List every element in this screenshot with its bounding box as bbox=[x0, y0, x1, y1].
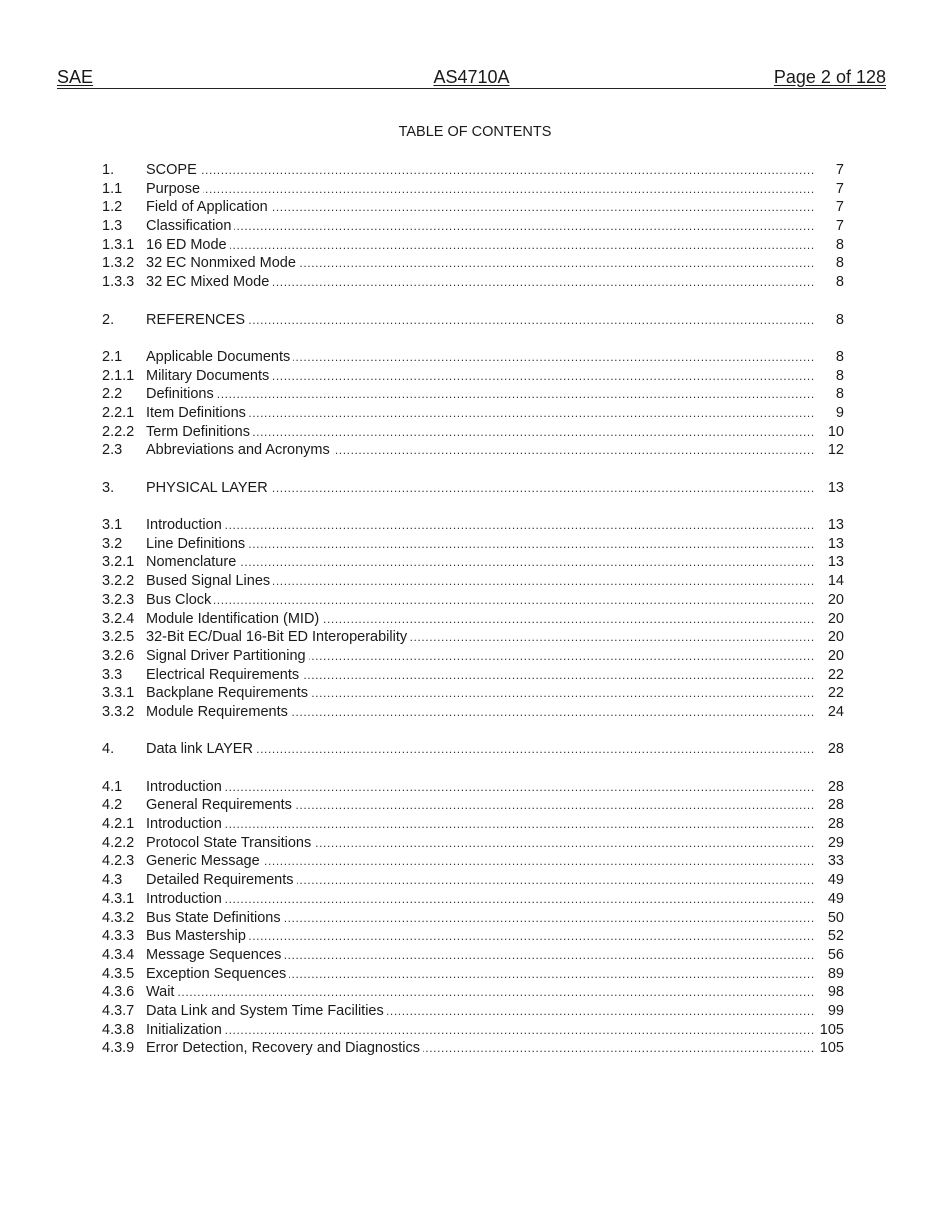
toc-entry-page: 13 bbox=[827, 554, 844, 571]
toc-entry-number: 2.1.1 bbox=[102, 367, 135, 384]
toc-entry-page: 13 bbox=[827, 517, 844, 534]
toc-entry-page: 8 bbox=[835, 274, 844, 291]
toc-entry-title: Bus State Definitions bbox=[146, 910, 284, 926]
toc-entry-title: Detailed Requirements bbox=[146, 872, 297, 888]
toc-title: TABLE OF CONTENTS bbox=[398, 124, 552, 140]
toc-entry-leader bbox=[146, 927, 814, 946]
toc-entry-leader bbox=[146, 161, 814, 180]
toc-entry-page: 20 bbox=[827, 647, 844, 664]
toc-entry-number: 1.3 bbox=[102, 218, 123, 235]
toc-entry-leader bbox=[146, 516, 814, 535]
toc-entry-number: 3.2.1 bbox=[102, 554, 135, 571]
toc-entry-page: 10 bbox=[827, 423, 844, 440]
toc-entry bbox=[102, 441, 844, 460]
toc-entry bbox=[102, 591, 844, 610]
toc-entry bbox=[102, 666, 844, 685]
toc-entry-number: 4.2.3 bbox=[102, 853, 135, 870]
toc-entry-number: 3.1 bbox=[102, 517, 123, 534]
header-organization: SAE bbox=[57, 67, 94, 87]
toc-entry-number: 4.3.6 bbox=[102, 984, 135, 1001]
toc-entry-leader bbox=[146, 815, 814, 834]
toc-entry-leader bbox=[146, 647, 814, 666]
toc-entry-leader bbox=[146, 385, 814, 404]
toc-entry-leader bbox=[146, 684, 814, 703]
toc-entry bbox=[102, 535, 844, 554]
toc-entry bbox=[102, 161, 844, 180]
toc-entry-leader bbox=[146, 441, 814, 460]
toc-entry bbox=[102, 852, 844, 871]
toc-entry-title: Abbreviations and Acronyms bbox=[146, 442, 333, 458]
toc-entry-number: 3. bbox=[102, 479, 115, 496]
toc-entry-title: REFERENCES bbox=[146, 312, 248, 328]
toc-group-spacer bbox=[102, 722, 844, 741]
toc-group-spacer bbox=[102, 460, 844, 479]
toc-entry-page: 28 bbox=[827, 778, 844, 795]
toc-entry bbox=[102, 740, 844, 759]
toc-entry-number: 4.3.5 bbox=[102, 965, 135, 982]
toc-entry-title: Protocol State Transitions bbox=[146, 835, 314, 851]
toc-entry-title: PHYSICAL LAYER bbox=[146, 480, 271, 496]
toc-entry-page: 8 bbox=[835, 367, 844, 384]
toc-entry-leader bbox=[146, 796, 814, 815]
toc-entry-page: 22 bbox=[827, 666, 844, 683]
toc-entry bbox=[102, 871, 844, 890]
toc-entry-number: 1.3.2 bbox=[102, 255, 135, 272]
toc-entry-leader bbox=[146, 628, 814, 647]
toc-entry bbox=[102, 909, 844, 928]
toc-entry-page: 50 bbox=[827, 909, 844, 926]
toc-entry-title: General Requirements bbox=[146, 797, 295, 813]
toc-entry-page: 98 bbox=[827, 984, 844, 1001]
toc-entry-number: 4.2.1 bbox=[102, 816, 135, 833]
toc-entry-title: Bus Mastership bbox=[146, 928, 249, 944]
toc-entry-number: 4. bbox=[102, 741, 115, 758]
toc-entry-leader bbox=[146, 946, 814, 965]
toc-entry-number: 2.2.2 bbox=[102, 423, 135, 440]
toc-entry bbox=[102, 946, 844, 965]
toc-entry-page: 99 bbox=[827, 1002, 844, 1019]
toc-entry-number: 2.1 bbox=[102, 348, 123, 365]
toc-entry bbox=[102, 367, 844, 386]
toc-entry-number: 1.2 bbox=[102, 199, 123, 216]
toc-entry-page: 28 bbox=[827, 797, 844, 814]
toc-entry bbox=[102, 1039, 844, 1058]
toc-entry-page: 8 bbox=[835, 311, 844, 328]
toc-entry-page: 52 bbox=[827, 928, 844, 945]
toc-entry-number: 2.2 bbox=[102, 386, 123, 403]
toc-entry-page: 33 bbox=[827, 853, 844, 870]
toc-entry-leader bbox=[146, 572, 814, 591]
toc-entry-number: 3.2 bbox=[102, 535, 123, 552]
toc-entry-page: 49 bbox=[827, 872, 844, 889]
header-document-number: AS4710A bbox=[433, 67, 510, 87]
toc-entry bbox=[102, 890, 844, 909]
toc-entry bbox=[102, 647, 844, 666]
toc-entry-title: Exception Sequences bbox=[146, 966, 289, 982]
toc-entry-page: 28 bbox=[827, 741, 844, 758]
toc-entry bbox=[102, 684, 844, 703]
toc-entry-page: 49 bbox=[827, 890, 844, 907]
page-header bbox=[57, 66, 886, 89]
toc-entry-page: 8 bbox=[835, 236, 844, 253]
toc-entry bbox=[102, 983, 844, 1002]
toc-entry bbox=[102, 273, 844, 292]
toc-entry-title: Introduction bbox=[146, 517, 225, 533]
toc-entry-title: SCOPE bbox=[146, 162, 200, 178]
toc-entry-title: 32 EC Nonmixed Mode bbox=[146, 255, 299, 271]
toc-entry bbox=[102, 180, 844, 199]
toc-entry-number: 4.1 bbox=[102, 778, 123, 795]
toc-entry bbox=[102, 254, 844, 273]
header-page-number: Page 2 of 128 bbox=[773, 67, 886, 87]
toc-entry-leader bbox=[146, 254, 814, 273]
toc-entry-number: 4.2 bbox=[102, 797, 123, 814]
toc-entry-title: 32-Bit EC/Dual 16-Bit ED Interoperability bbox=[146, 629, 410, 645]
toc-entry-number: 2.3 bbox=[102, 442, 123, 459]
toc-entry-title: Module Requirements bbox=[146, 704, 291, 720]
toc-entry-number: 4.3.7 bbox=[102, 1002, 135, 1019]
table-of-contents bbox=[102, 161, 844, 1058]
toc-entry-number: 2. bbox=[102, 311, 115, 328]
toc-entry-number: 2.2.1 bbox=[102, 404, 135, 421]
toc-entry-title: Signal Driver Partitioning bbox=[146, 648, 309, 664]
toc-entry-title: Wait bbox=[146, 984, 177, 1000]
toc-entry-leader bbox=[146, 666, 814, 685]
toc-entry-title: Error Detection, Recovery and Diagnostics bbox=[146, 1040, 423, 1056]
toc-entry-leader bbox=[146, 890, 814, 909]
toc-entry bbox=[102, 703, 844, 722]
toc-entry-leader bbox=[146, 367, 814, 386]
toc-entry bbox=[102, 1021, 844, 1040]
toc-entry bbox=[102, 423, 844, 442]
toc-entry-number: 3.2.2 bbox=[102, 573, 135, 590]
toc-entry bbox=[102, 927, 844, 946]
toc-entry-leader bbox=[146, 1002, 814, 1021]
toc-entry-leader bbox=[146, 553, 814, 572]
toc-entry-page: 8 bbox=[835, 386, 844, 403]
toc-entry bbox=[102, 348, 844, 367]
toc-entry-title: Module Identification (MID) bbox=[146, 611, 322, 627]
toc-entry-page: 28 bbox=[827, 816, 844, 833]
toc-entry-number: 4.2.2 bbox=[102, 834, 135, 851]
toc-entry bbox=[102, 815, 844, 834]
toc-entry-title: Data Link and System Time Facilities bbox=[146, 1003, 387, 1019]
toc-entry-title: Item Definitions bbox=[146, 405, 249, 421]
toc-entry-page: 7 bbox=[835, 218, 844, 235]
toc-entry-title: Data link LAYER bbox=[146, 741, 256, 757]
toc-entry-number: 3.3.1 bbox=[102, 685, 135, 702]
toc-entry-page: 13 bbox=[827, 535, 844, 552]
toc-entry-leader bbox=[146, 404, 814, 423]
toc-entry-page: 20 bbox=[827, 610, 844, 627]
toc-group-spacer bbox=[102, 497, 844, 516]
toc-entry-title: Definitions bbox=[146, 386, 217, 402]
toc-entry-leader bbox=[146, 1021, 814, 1040]
toc-entry-number: 3.2.6 bbox=[102, 647, 135, 664]
toc-entry-number: 1.3.1 bbox=[102, 236, 135, 253]
toc-entry-leader bbox=[146, 273, 814, 292]
toc-entry-page: 8 bbox=[835, 255, 844, 272]
toc-entry-leader bbox=[146, 535, 814, 554]
toc-entry-leader bbox=[146, 311, 814, 330]
toc-entry-leader bbox=[146, 909, 814, 928]
toc-entry-title: Introduction bbox=[146, 779, 225, 795]
toc-entry bbox=[102, 479, 844, 498]
toc-entry-number: 1. bbox=[102, 162, 115, 178]
toc-entry-leader bbox=[146, 180, 814, 199]
toc-entry-page: 8 bbox=[835, 348, 844, 365]
toc-entry-leader bbox=[146, 852, 814, 871]
toc-entry bbox=[102, 834, 844, 853]
toc-entry bbox=[102, 198, 844, 217]
toc-entry-title: Classification bbox=[146, 218, 234, 234]
toc-entry-leader bbox=[146, 217, 814, 236]
toc-entry-number: 3.2.4 bbox=[102, 610, 135, 627]
toc-entry-number: 4.3.8 bbox=[102, 1021, 135, 1038]
toc-entry bbox=[102, 965, 844, 984]
toc-entry-page: 13 bbox=[827, 479, 844, 496]
toc-entry-number: 4.3.9 bbox=[102, 1040, 135, 1057]
toc-entry-leader bbox=[146, 703, 814, 722]
toc-entry bbox=[102, 572, 844, 591]
toc-entry-leader bbox=[146, 1039, 814, 1058]
toc-entry-leader bbox=[146, 591, 814, 610]
toc-entry-page: 89 bbox=[827, 965, 844, 982]
toc-entry-number: 4.3.2 bbox=[102, 909, 135, 926]
toc-entry-leader bbox=[146, 610, 814, 629]
toc-entry-page: 7 bbox=[835, 162, 844, 178]
toc-entry-number: 4.3.1 bbox=[102, 890, 135, 907]
toc-entry-page: 24 bbox=[827, 703, 844, 720]
toc-entry-page: 7 bbox=[835, 199, 844, 216]
toc-entry-page: 105 bbox=[819, 1040, 844, 1057]
toc-entry-number: 3.2.5 bbox=[102, 629, 135, 646]
toc-entry-title: Line Definitions bbox=[146, 536, 248, 552]
toc-entry-page: 20 bbox=[827, 629, 844, 646]
toc-entry-number: 4.3.3 bbox=[102, 928, 135, 945]
toc-entry bbox=[102, 553, 844, 572]
toc-entry-leader bbox=[146, 740, 814, 759]
toc-entry-page: 7 bbox=[835, 180, 844, 197]
toc-group-spacer bbox=[102, 329, 844, 348]
toc-group-spacer bbox=[102, 292, 844, 311]
toc-entry-title: Backplane Requirements bbox=[146, 685, 311, 701]
toc-entry-title: 32 EC Mixed Mode bbox=[146, 274, 272, 290]
toc-entry-leader bbox=[146, 423, 814, 442]
toc-entry-page: 12 bbox=[827, 442, 844, 459]
toc-entry-title: Bus Clock bbox=[146, 592, 214, 608]
toc-entry-title: Electrical Requirements bbox=[146, 667, 302, 683]
toc-entry-leader bbox=[146, 778, 814, 797]
toc-entry-title: Applicable Documents bbox=[146, 349, 293, 365]
toc-entry-title: Generic Message bbox=[146, 853, 263, 869]
toc-entry bbox=[102, 516, 844, 535]
toc-entry-title: 16 ED Mode bbox=[146, 237, 230, 253]
toc-entry-title: Nomenclature bbox=[146, 554, 239, 570]
toc-entry bbox=[102, 796, 844, 815]
toc-entry bbox=[102, 311, 844, 330]
toc-entry-title: Introduction bbox=[146, 816, 225, 832]
toc-entry-leader bbox=[146, 834, 814, 853]
toc-entry bbox=[102, 236, 844, 255]
toc-entry-page: 105 bbox=[819, 1021, 844, 1038]
toc-entry-page: 20 bbox=[827, 591, 844, 608]
toc-entry-number: 4.3 bbox=[102, 872, 123, 889]
toc-entry-page: 14 bbox=[827, 573, 844, 590]
toc-entry bbox=[102, 1002, 844, 1021]
toc-entry-title: Military Documents bbox=[146, 368, 272, 384]
toc-entry-number: 3.3.2 bbox=[102, 703, 135, 720]
toc-entry-leader bbox=[146, 348, 814, 367]
toc-entry bbox=[102, 628, 844, 647]
toc-entry-title: Initialization bbox=[146, 1022, 225, 1038]
toc-entry-leader bbox=[146, 871, 814, 890]
toc-entry-page: 9 bbox=[835, 404, 844, 421]
toc-entry-number: 3.3 bbox=[102, 666, 123, 683]
toc-entry-page: 29 bbox=[827, 834, 844, 851]
toc-entry-title: Introduction bbox=[146, 891, 225, 907]
toc-group-spacer bbox=[102, 759, 844, 778]
toc-entry-title: Purpose bbox=[146, 181, 203, 197]
toc-entry bbox=[102, 404, 844, 423]
toc-entry-leader bbox=[146, 965, 814, 984]
toc-entry-leader bbox=[146, 479, 814, 498]
toc-entry-number: 3.2.3 bbox=[102, 591, 135, 608]
toc-entry-leader bbox=[146, 983, 814, 1002]
toc-entry bbox=[102, 385, 844, 404]
toc-entry bbox=[102, 778, 844, 797]
toc-entry-number: 1.1 bbox=[102, 180, 123, 197]
toc-entry bbox=[102, 217, 844, 236]
toc-entry-number: 1.3.3 bbox=[102, 274, 135, 291]
toc-entry-title: Term Definitions bbox=[146, 424, 253, 440]
toc-entry-leader bbox=[146, 198, 814, 217]
toc-entry-page: 22 bbox=[827, 685, 844, 702]
toc-entry-leader bbox=[146, 236, 814, 255]
toc-entry-title: Field of Application bbox=[146, 199, 271, 215]
toc-entry bbox=[102, 610, 844, 629]
toc-entry-number: 4.3.4 bbox=[102, 946, 135, 963]
toc-entry-title: Bused Signal Lines bbox=[146, 573, 273, 589]
toc-entry-page: 56 bbox=[827, 946, 844, 963]
toc-entry-title: Message Sequences bbox=[146, 947, 284, 963]
